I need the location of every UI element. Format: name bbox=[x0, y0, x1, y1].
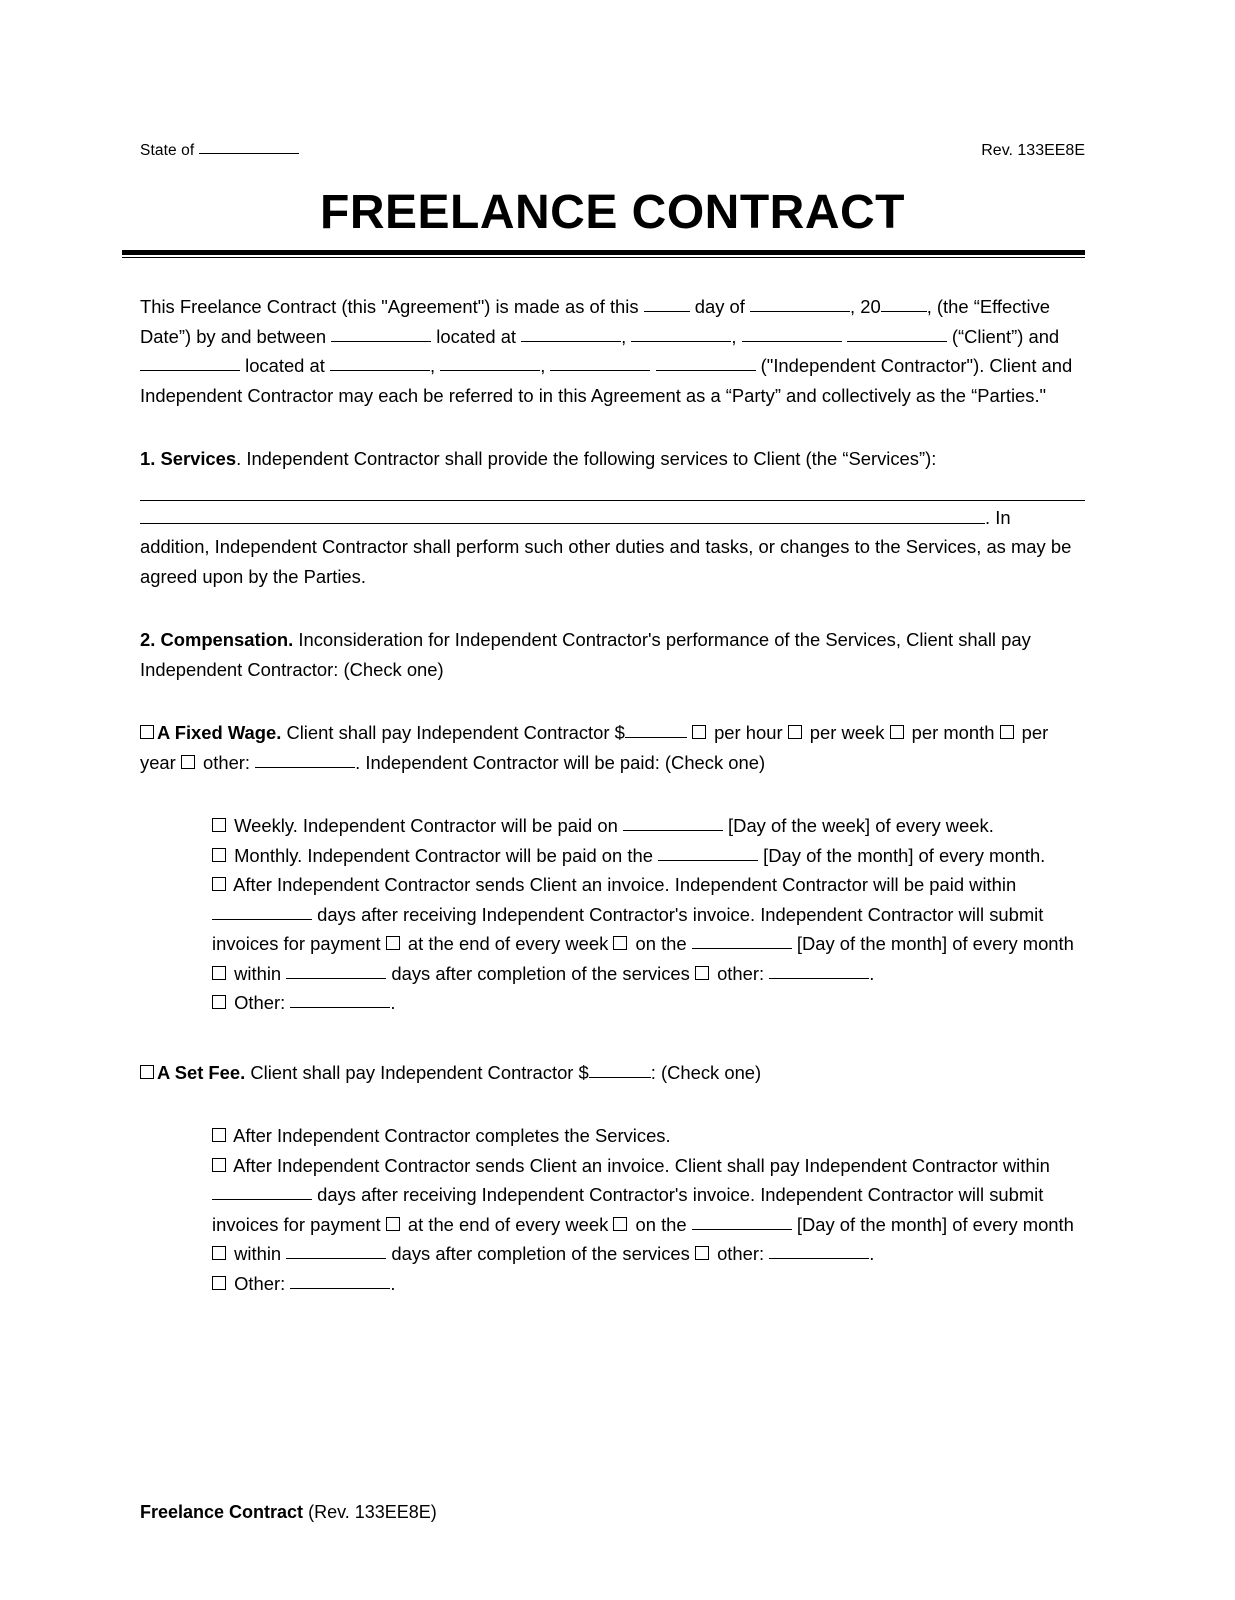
page-footer bbox=[140, 1502, 437, 1523]
checkbox-per-year[interactable] bbox=[1000, 725, 1014, 739]
fixed-wage-option bbox=[140, 718, 1085, 777]
fixed-wage-per-year: per year bbox=[140, 722, 1049, 773]
checkbox-wage-end-of-week[interactable] bbox=[386, 936, 400, 950]
setfee-invoice-t8: other: bbox=[711, 1243, 770, 1264]
set-fee-suboptions bbox=[212, 1121, 1085, 1298]
set-fee-after-completion-text: After Independent Contractor completes the Services. bbox=[229, 1125, 671, 1146]
checkbox-fixed-wage[interactable] bbox=[140, 725, 154, 739]
checkbox-setfee-on-the[interactable] bbox=[613, 1217, 627, 1231]
wage-invoice-t8: other: bbox=[711, 962, 770, 984]
setfee-invoice-t5: [Day of the month] of every month bbox=[791, 1213, 1074, 1235]
setfee-invoice-t1: After Independent Contractor sends Client an invoice. Client shall pay Independent Contractor within bbox=[229, 1154, 1050, 1176]
contractor-name-blank[interactable] bbox=[140, 355, 240, 371]
weekly-day-blank[interactable] bbox=[623, 815, 723, 831]
setfee-other-t2: . bbox=[390, 1272, 396, 1294]
compensation-heading: 2. Compensation. bbox=[140, 629, 294, 650]
set-fee-label: A Set Fee. bbox=[157, 1061, 246, 1083]
wage-invoice-t5: [Day of the month] of every month bbox=[791, 933, 1074, 954]
setfee-invoice-completion-days-blank[interactable] bbox=[286, 1243, 386, 1259]
checkbox-monthly[interactable] bbox=[212, 848, 226, 862]
fixed-wage-label: A Fixed Wage. bbox=[157, 722, 282, 743]
set-fee-t2: : (Check one) bbox=[650, 1061, 762, 1083]
title-divider bbox=[122, 250, 1085, 258]
intro-t5: located at bbox=[431, 325, 522, 347]
fixed-wage-invoice bbox=[212, 870, 1085, 988]
checkbox-invoice-setfee[interactable] bbox=[212, 1158, 226, 1172]
setfee-invoice-t4: on the bbox=[630, 1213, 692, 1235]
compensation-lead-text: Inconsideration for Independent Contractor's performance of the Services, Client shall pay Independent Contractor: (Check one) bbox=[140, 629, 1031, 680]
contractor-state-blank[interactable] bbox=[550, 355, 650, 371]
services-blank-line-2[interactable] bbox=[140, 501, 985, 524]
fixed-wage-per-hour: per hour bbox=[708, 722, 788, 743]
wage-invoice-t7: days after completion of the services bbox=[386, 962, 695, 984]
document-header bbox=[140, 138, 1085, 160]
footer-revision: (Rev. 133EE8E) bbox=[308, 1502, 437, 1522]
monthly-t2: [Day of the month] of every month. bbox=[758, 844, 1046, 866]
wage-invoice-t2: days after receiving Independent Contractor's invoice. Independent Contractor will submit invoices for payment bbox=[212, 903, 1044, 954]
set-fee-other-option bbox=[212, 1269, 1085, 1299]
state-blank[interactable] bbox=[199, 138, 299, 154]
monthly-t1: Monthly. Independent Contractor will be paid on the bbox=[229, 844, 659, 866]
setfee-invoice-t3: at the end of every week bbox=[402, 1213, 614, 1235]
fixed-wage-other-option bbox=[212, 988, 1085, 1018]
setfee-invoice-t6: within bbox=[229, 1243, 287, 1264]
fixed-wage-monthly bbox=[212, 841, 1085, 871]
services-after-text: . In addition, Independent Contractor shall perform such other duties and tasks, or changes to the Services, as may be agreed upon by the Parties. bbox=[140, 506, 1072, 587]
intro-t1: This Freelance Contract (this "Agreement") is made as of this bbox=[140, 296, 644, 317]
checkbox-setfee-within[interactable] bbox=[212, 1246, 226, 1260]
setfee-invoice-t7: days after completion of the services bbox=[386, 1243, 695, 1264]
fixed-wage-other: other: bbox=[197, 751, 256, 773]
checkbox-after-completion[interactable] bbox=[212, 1128, 226, 1142]
checkbox-wage-other-final[interactable] bbox=[212, 995, 226, 1009]
fixed-wage-t2: . Independent Contractor will be paid: (Check one) bbox=[355, 751, 766, 773]
checkbox-setfee-invoice-other[interactable] bbox=[695, 1246, 709, 1260]
wage-invoice-t6: within bbox=[229, 962, 287, 984]
wage-invoice-t3: at the end of every week bbox=[402, 933, 614, 954]
wage-invoice-t1: After Independent Contractor sends Client an invoice. Independent Contractor will be paid within bbox=[229, 874, 1017, 895]
client-city-blank[interactable] bbox=[631, 326, 731, 342]
fixed-wage-t1: Client shall pay Independent Contractor $ bbox=[281, 722, 625, 743]
fixed-wage-amount-blank[interactable] bbox=[625, 722, 687, 738]
client-state-blank[interactable] bbox=[742, 326, 842, 342]
services-lead bbox=[140, 444, 1085, 474]
page-title: FREELANCE CONTRACT bbox=[320, 186, 905, 239]
checkbox-invoice-wage[interactable] bbox=[212, 877, 226, 891]
checkbox-setfee-other-final[interactable] bbox=[212, 1276, 226, 1290]
checkbox-wage-within[interactable] bbox=[212, 966, 226, 980]
contractor-city-blank[interactable] bbox=[440, 355, 540, 371]
set-fee-invoice bbox=[212, 1151, 1085, 1269]
setfee-invoice-other-blank[interactable] bbox=[769, 1243, 869, 1259]
contractor-zip-blank[interactable] bbox=[656, 355, 756, 371]
wage-invoice-t4: on the bbox=[630, 933, 692, 954]
wage-invoice-t9: . bbox=[869, 962, 875, 984]
services-blank-line-1[interactable] bbox=[140, 474, 1085, 501]
footer-name: Freelance Contract bbox=[140, 1502, 304, 1522]
year-blank[interactable] bbox=[881, 296, 927, 312]
weekly-t2: [Day of the week] of every week. bbox=[722, 815, 994, 836]
compensation-lead bbox=[140, 625, 1085, 684]
fixed-wage-weekly bbox=[212, 811, 1085, 841]
client-address-blank[interactable] bbox=[521, 326, 621, 342]
wage-invoice-dayofmonth-blank[interactable] bbox=[692, 933, 792, 949]
fixed-wage-per-month: per month bbox=[906, 722, 1000, 743]
setfee-invoice-t9: . bbox=[869, 1243, 875, 1264]
checkbox-weekly[interactable] bbox=[212, 818, 226, 832]
intro-t3: , 20 bbox=[850, 296, 881, 317]
intro-t11: , bbox=[540, 355, 551, 376]
intro-t8: (“Client”) and bbox=[946, 325, 1060, 347]
set-fee-after-completion bbox=[212, 1121, 1085, 1151]
setfee-invoice-days-blank[interactable] bbox=[212, 1184, 312, 1200]
state-field bbox=[140, 138, 299, 160]
intro-t2: day of bbox=[689, 296, 750, 317]
wage-other-t1: Other: bbox=[229, 992, 291, 1013]
weekly-t1: Weekly. Independent Contractor will be paid on bbox=[229, 815, 623, 836]
setfee-invoice-t2: days after receiving Independent Contractor's invoice. Independent Contractor will submit invoices for payment bbox=[212, 1184, 1044, 1235]
checkbox-set-fee[interactable] bbox=[140, 1065, 154, 1079]
intro-t9: located at bbox=[240, 355, 330, 376]
checkbox-wage-invoice-other[interactable] bbox=[695, 966, 709, 980]
checkbox-per-month[interactable] bbox=[890, 725, 904, 739]
wage-invoice-completion-days-blank[interactable] bbox=[286, 963, 386, 979]
wage-invoice-other-blank[interactable] bbox=[769, 963, 869, 979]
setfee-other-final-blank[interactable] bbox=[290, 1273, 390, 1289]
set-fee-t1: Client shall pay Independent Contractor $ bbox=[245, 1061, 589, 1083]
fixed-wage-other-blank[interactable] bbox=[255, 752, 355, 768]
intro-t6: , bbox=[621, 325, 632, 347]
checkbox-wage-other[interactable] bbox=[181, 755, 195, 769]
services-lead-text: . Independent Contractor shall provide the following services to Client (the “Services”): bbox=[236, 448, 937, 469]
set-fee-option bbox=[140, 1058, 1085, 1088]
fixed-wage-suboptions bbox=[212, 811, 1085, 1018]
wage-other-t2: . bbox=[390, 992, 396, 1013]
day-blank[interactable] bbox=[644, 296, 690, 312]
intro-t4: , (the “Effective Date”) by and between bbox=[140, 296, 1051, 347]
checkbox-setfee-end-of-week[interactable] bbox=[386, 1217, 400, 1231]
services-heading: 1. Services bbox=[140, 448, 237, 469]
wage-other-final-blank[interactable] bbox=[290, 992, 390, 1008]
intro-t10: , bbox=[429, 355, 441, 376]
fixed-wage-per-week: per week bbox=[804, 722, 890, 743]
document-body bbox=[140, 292, 1085, 1298]
intro-paragraph bbox=[140, 292, 1085, 410]
setfee-invoice-dayofmonth-blank[interactable] bbox=[692, 1214, 792, 1230]
services-after bbox=[140, 501, 1085, 592]
month-blank[interactable] bbox=[750, 296, 850, 312]
set-fee-amount-blank[interactable] bbox=[589, 1062, 651, 1078]
client-name-blank[interactable] bbox=[331, 326, 431, 342]
intro-t13: ("Independent Contractor"). Client and Independent Contractor may each be referred to in this Agreement as a “Party” and collectively as the “Parties." bbox=[140, 355, 1073, 406]
monthly-day-blank[interactable] bbox=[658, 845, 758, 861]
intro-t7: , bbox=[731, 325, 742, 347]
checkbox-per-hour[interactable] bbox=[692, 725, 706, 739]
revision-header: Rev. 133EE8E bbox=[981, 142, 1085, 159]
checkbox-wage-on-the[interactable] bbox=[613, 936, 627, 950]
wage-invoice-days-blank[interactable] bbox=[212, 904, 312, 920]
state-label: State of bbox=[140, 142, 195, 159]
setfee-other-t1: Other: bbox=[229, 1272, 291, 1294]
contractor-address-blank[interactable] bbox=[330, 355, 430, 371]
checkbox-per-week[interactable] bbox=[788, 725, 802, 739]
client-zip-blank[interactable] bbox=[847, 326, 947, 342]
